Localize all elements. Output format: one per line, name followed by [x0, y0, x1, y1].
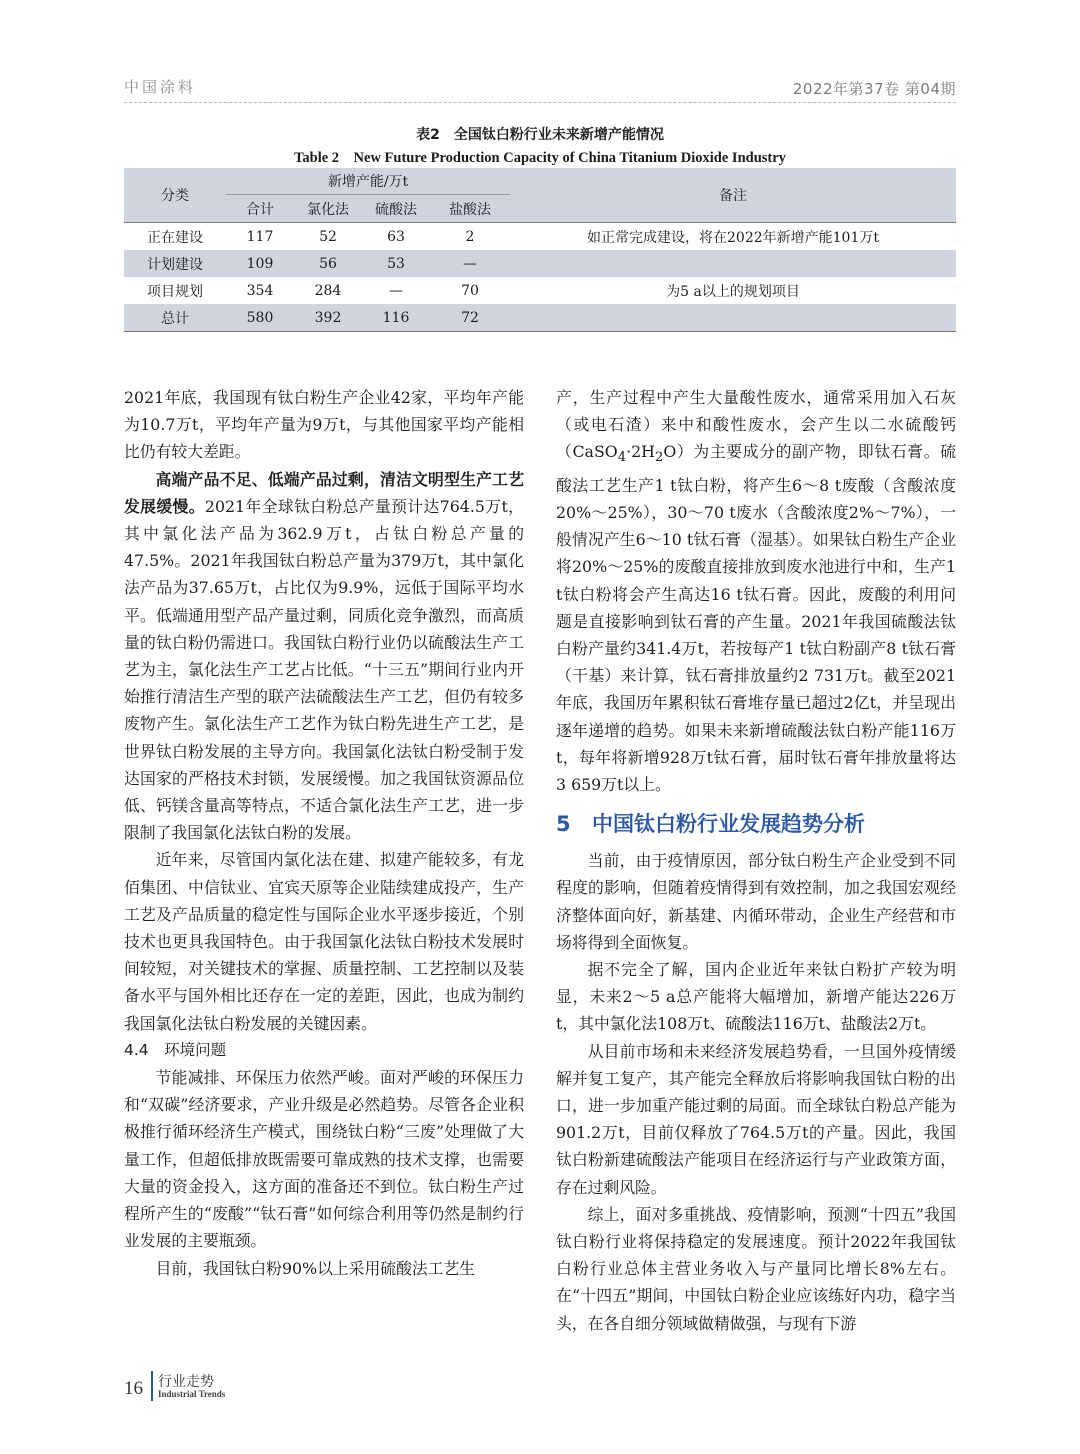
row-hydrochloric: 72 — [430, 304, 510, 332]
row-remark: 如正常完成建设，将在2022年新增产能101万t — [587, 229, 879, 246]
paragraph-text: ·2H — [626, 442, 655, 462]
table-row — [124, 223, 956, 251]
section-title: 中国钛白粉行业发展趋势分析 — [592, 812, 865, 837]
paragraph-text: 2021年全球钛白粉总产量预计达764.5万t，其中氯化法产品为362.9万t，占钛白粉总产量的47.5%。2021年我国钛白粉总产量为379万t，其中氯化法产品为37.65万t，占比仅为9.9%，远低于国际平均水平。低端通用型产品产量过剩，同质化竞争激烈，而高质量的钛白粉仍需进口。我国钛白粉行业仍以硫酸法生产工艺为主，氯化法生产工艺占比低。“十三五”期间行业内开始推行清洁生产型的联产法硫酸法生产工艺，但仍有较多废物产生。氯化法生产工艺作为钛白粉先进生产工艺，是世界钛白粉发展的主导方向。我国氯化法钛白粉受制于发达国家的严格技术封锁，发展缓慢。加之我国钛资源品位低、钙镁含量高等特点，不适合氯化法生产工艺，进一步限制了我国氯化法钛白粉的发展。 — [124, 496, 524, 843]
row-chloride: 56 — [294, 250, 362, 277]
row-category: 正在建设 — [147, 229, 203, 246]
row-total: 354 — [246, 282, 274, 299]
row-remark: 为5 a以上的规划项目 — [666, 283, 800, 300]
paragraph: 目前，我国钛白粉90%以上采用硫酸法工艺生 — [155, 1258, 476, 1278]
table-header-row — [124, 168, 956, 195]
header-remark: 备注 — [510, 168, 956, 223]
row-sulfate: 63 — [387, 228, 405, 245]
page-number: 16 — [124, 1378, 143, 1399]
journal-name: 中国涂料 — [124, 78, 197, 96]
row-sulfate: 116 — [362, 304, 430, 332]
capacity-table — [124, 168, 956, 332]
header-chloride: 氯化法 — [294, 195, 362, 223]
header-total: 合计 — [226, 195, 294, 223]
paragraph-text: 产，生产过程中产生大量酸性废水，通常采用加入石灰（或电石渣）来中和酸性废水，会产生以二水硫酸钙（CaSO — [556, 388, 956, 462]
left-column — [124, 384, 524, 1282]
bold-lead: 高端产品不足、低端产品过剩，清洁文明型生产工艺发展缓慢。 — [124, 469, 524, 516]
row-category: 总计 — [124, 304, 226, 332]
header-divider — [124, 102, 956, 103]
paragraph: 2021年底，我国现有钛白粉生产企业42家，平均年产能为10.7万t，平均年产量为9万t，与其他国家平均产能相比仍有较大差距。 — [124, 388, 524, 462]
issue-info: 2022年第37卷 第04期 — [792, 80, 956, 98]
header-new-capacity: 新增产能/万t — [226, 168, 510, 195]
footer-section-cn: 行业走势 — [158, 1374, 214, 1390]
row-category: 项目规划 — [147, 283, 203, 300]
footer-divider — [151, 1371, 153, 1401]
table-caption-cn: 表2 全国钛白粉行业未来新增产能情况 — [416, 127, 664, 143]
row-category: 计划建设 — [124, 250, 226, 277]
row-hydrochloric: 70 — [461, 282, 479, 299]
header-category: 分类 — [124, 168, 226, 223]
row-hydrochloric: 2 — [465, 228, 475, 245]
table-row — [124, 304, 956, 332]
footer-section-en: Industrial Trends — [158, 1389, 226, 1399]
section-heading — [556, 809, 956, 839]
row-total: 109 — [226, 250, 294, 277]
subscript: 4 — [617, 450, 627, 466]
paragraph — [124, 466, 524, 847]
row-sulfate: 53 — [362, 250, 430, 277]
header-sulfate: 硫酸法 — [362, 195, 430, 223]
table-row — [124, 277, 956, 304]
paragraph — [556, 384, 956, 798]
table-row — [124, 250, 956, 277]
right-column — [556, 384, 956, 1337]
header-hydrochloric: 盐酸法 — [430, 195, 510, 223]
row-chloride: 284 — [314, 282, 342, 299]
row-remark — [510, 250, 956, 277]
paragraph: 据不完全了解，国内企业近年来钛白粉扩产较为明显，未来2～5 a总产能将大幅增加，新增产能达226万t，其中氯化法108万t、硫酸法116万t、盐酸法2万t。 — [556, 960, 956, 1034]
subscript: 2 — [654, 450, 664, 466]
paragraph: 节能减排、环保压力依然严峻。面对严峻的环保压力和“双碳”经济要求，产业升级是必然趋势。尽管各企业积极推行循环经济生产模式，围绕钛白粉“三废”处理做了大量工作，但超低排放既需要可靠成熟的技术支撑，也需要大量的资金投入，这方面的准备还不到位。钛白粉生产过程所产生的“废酸”“钛石膏”如何综合利用等仍然是制约行业发展的主要瓶颈。 — [124, 1068, 524, 1251]
paragraph: 当前，由于疫情原因，部分钛白粉生产企业受到不同程度的影响，但随着疫情得到有效控制，加之我国宏观经济整体面向好，新基建、内循环带动，企业生产经营和市场将得到全面恢复。 — [556, 851, 956, 952]
row-hydrochloric: — — [430, 250, 510, 277]
paragraph: 近年来，尽管国内氯化法在建、拟建产能较多，有龙佰集团、中信钛业、宜宾天原等企业陆续建成投产，生产工艺及产品质量的稳定性与国际企业水平逐步接近，个别技术也更具我国特色。由于我国氯化法钛白粉技术发展时间较短，对关键技术的掌握、质量控制、工艺控制以及装备水平与国外相比还存在一定的差距，因此，也成为制约我国氯化法钛白粉发展的关键因素。 — [124, 850, 524, 1033]
row-remark — [510, 304, 956, 332]
row-total: 580 — [226, 304, 294, 332]
row-chloride: 392 — [294, 304, 362, 332]
paragraph: 综上，面对多重挑战、疫情影响，预测“十四五”我国钛白粉行业将保持稳定的发展速度。预计2022年我国钛白粉行业总体主营业务收入与产量同比增长8%左右。在“十四五”期间，中国钛白粉企业应该练好内功，稳字当头，在各自细分领域做精做强，与现有下游 — [556, 1204, 956, 1333]
section-number: 5 — [556, 812, 571, 837]
row-sulfate: — — [389, 282, 403, 299]
paragraph: 从目前市场和未来经济发展趋势看，一旦国外疫情缓解并复工复产，其产能完全释放后将影响我国钛白粉的出口，进一步加重产能过剩的局面。而全球钛白粉总产能为901.2万t，目前仅释放了764.5万t的产量。因此，我国钛白粉新建硫酸法产能项目在经济运行与产业政策方面，存在过剩风险。 — [556, 1041, 956, 1197]
row-chloride: 52 — [319, 228, 337, 245]
table-caption-en: Table 2 New Future Production Capacity of China Titanium Dioxide Industry — [294, 150, 786, 166]
subsection-heading: 4.4 环境问题 — [124, 1040, 227, 1059]
paragraph-text: O）为主要成分的副产物，即钛石膏。硫酸法工艺生产1 t钛白粉，将产生6～8 t废酸（含酸浓度20%～25%），30～70 t废水（含酸浓度2%～7%），一般情况产生6～10 t钛石膏（湿基）。如果钛白粉生产企业将20%～25%的废酸直接排放到废水池进行中和，生产1 t钛白粉将会产生高达16 t钛石膏。因此，废酸的利用问题是直接影响到钛石膏的产生量。2021年我国硫酸法钛白粉产量约341.4万t，若按每产1 t钛白粉副产8 t钛石膏（干基）来计算，钛石膏排放量约2 731万t。截至2021年底，我国历年累积钛石膏堆存量已超过2亿t，并呈现出逐年递增的趋势。如果未来新增硫酸法钛白粉产能116万t，每年将新增928万t钛石膏，届时钛石膏年排放量将达3 659万t以上。 — [556, 442, 956, 794]
row-total: 117 — [246, 228, 274, 245]
